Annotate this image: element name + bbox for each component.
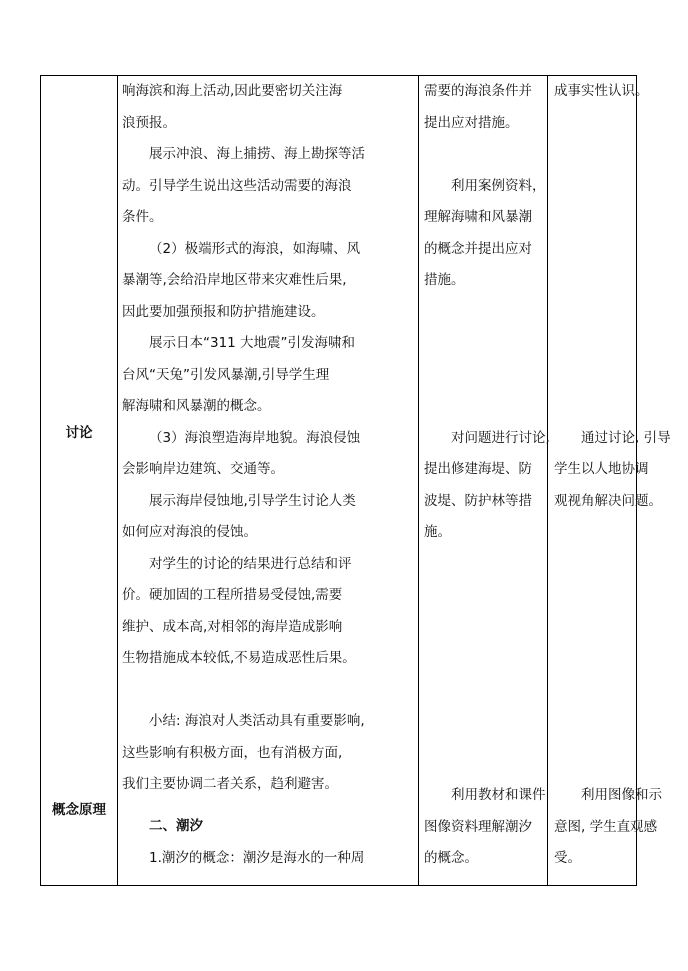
- student-line: 提出修建海堤、防: [424, 461, 532, 477]
- content-line: 展示日本“311 大地震”引发海啸和: [149, 335, 356, 351]
- content-line: 价。硬加固的工程所措易受侵蚀,需要: [122, 587, 343, 603]
- student-line: 理解海啸和风暴潮: [424, 209, 532, 225]
- intent-line: [554, 265, 636, 297]
- content-line: 小结: 海浪对人类活动具有重要影响,: [149, 713, 365, 729]
- content-line: 展示冲浪、海上捕捞、海上勘探等活: [149, 146, 365, 162]
- student-line: 提出应对措施。: [424, 114, 519, 131]
- content-line: 解海啸和风暴潮的概念。: [122, 398, 271, 414]
- student-line: [424, 328, 544, 360]
- intent-line: [554, 202, 636, 234]
- student-line: [424, 360, 544, 392]
- intent-line: [554, 171, 636, 203]
- discussion-design-intent: [554, 76, 671, 517]
- intent-line: 学生以人地协调: [554, 461, 649, 477]
- discussion-content: [122, 76, 416, 801]
- teaching-content-column: [117, 76, 418, 885]
- content-line: 响海滨和海上活动,因此要密切关注海: [122, 83, 343, 99]
- content-line: （3）海浪塑造海岸地貌。海浪侵蚀: [149, 429, 361, 446]
- section-heading-tide: 二、潮汐: [149, 818, 203, 834]
- student-line: [424, 139, 544, 171]
- content-line: 维护、成本高,对相邻的海岸造成影响: [122, 618, 343, 635]
- content-line: 如何应对海浪的侵蚀。: [122, 524, 257, 540]
- student-line: 需要的海浪条件并: [424, 83, 532, 99]
- intent-line: 观视角解决问题。: [554, 492, 662, 509]
- content-line: 1.潮汐的概念：潮汐是海水的一种周: [149, 849, 365, 866]
- concept-student-activity: [424, 780, 544, 875]
- concept-design-intent: [554, 780, 662, 875]
- intent-line: [554, 328, 636, 360]
- discussion-student-activity: [424, 76, 550, 549]
- stage-column: [41, 76, 117, 885]
- intent-line: 意图, 学生直观感: [554, 818, 658, 835]
- student-line: 利用教材和课件: [451, 787, 546, 803]
- student-line: 利用案例资料，: [451, 177, 546, 194]
- intent-line: 通过讨论, 引导: [581, 429, 671, 446]
- stage-label-discussion: 讨论: [65, 425, 93, 441]
- content-line: 这些影响有积极方面，也有消极方面,: [122, 744, 343, 761]
- intent-line: 利用图像和示: [581, 787, 662, 803]
- content-line: 展示海岸侵蚀地,引导学生讨论人类: [149, 492, 356, 509]
- intent-line: 受。: [554, 850, 581, 866]
- content-line: 暴潮等,会给沿岸地区带来灾难性后果,: [122, 272, 347, 288]
- intent-line: [554, 297, 636, 329]
- content-line: （2）极端形式的海浪，如海啸、风: [149, 240, 361, 257]
- student-line: [424, 391, 544, 423]
- content-line: 我们主要协调二者关系，趋利避害。: [122, 776, 338, 792]
- intent-line: [554, 360, 636, 392]
- student-line: 的概念。: [424, 850, 478, 866]
- content-line: [122, 675, 416, 707]
- student-line: [424, 297, 544, 329]
- student-line: 图像资料理解潮汐: [424, 818, 532, 835]
- concept-content: [122, 811, 416, 874]
- intent-line: [554, 234, 636, 266]
- intent-line: [554, 108, 636, 140]
- student-line: 措施。: [424, 272, 465, 288]
- content-line: 台风“天兔”引发风暴潮,引导学生理: [122, 366, 330, 383]
- intent-line: [554, 139, 636, 171]
- design-intent-column: [547, 76, 671, 885]
- student-activity-column: [418, 76, 550, 885]
- content-line: 对学生的讨论的结果进行总结和评: [149, 555, 352, 572]
- content-line: 会影响岸边建筑、交通等。: [122, 461, 284, 477]
- content-line: 生物措施成本较低,不易造成恶性后果。: [122, 650, 356, 666]
- content-line: 条件。: [122, 209, 163, 225]
- intent-line: 成事实性认识。: [554, 83, 649, 99]
- lesson-plan-table: [40, 75, 671, 886]
- intent-line: [554, 391, 636, 423]
- content-line: 因此要加强预报和防护措施建设。: [122, 303, 325, 320]
- stage-label-concept: 概念原理: [52, 802, 106, 818]
- content-line: 浪预报。: [122, 114, 176, 131]
- student-line: 对问题进行讨论,: [451, 429, 550, 446]
- student-line: 波堤、防护林等措: [424, 492, 532, 509]
- student-line: 施。: [424, 524, 451, 540]
- student-line: 的概念并提出应对: [424, 240, 532, 257]
- content-line: 动。引导学生说出这些活动需要的海浪: [122, 177, 352, 194]
